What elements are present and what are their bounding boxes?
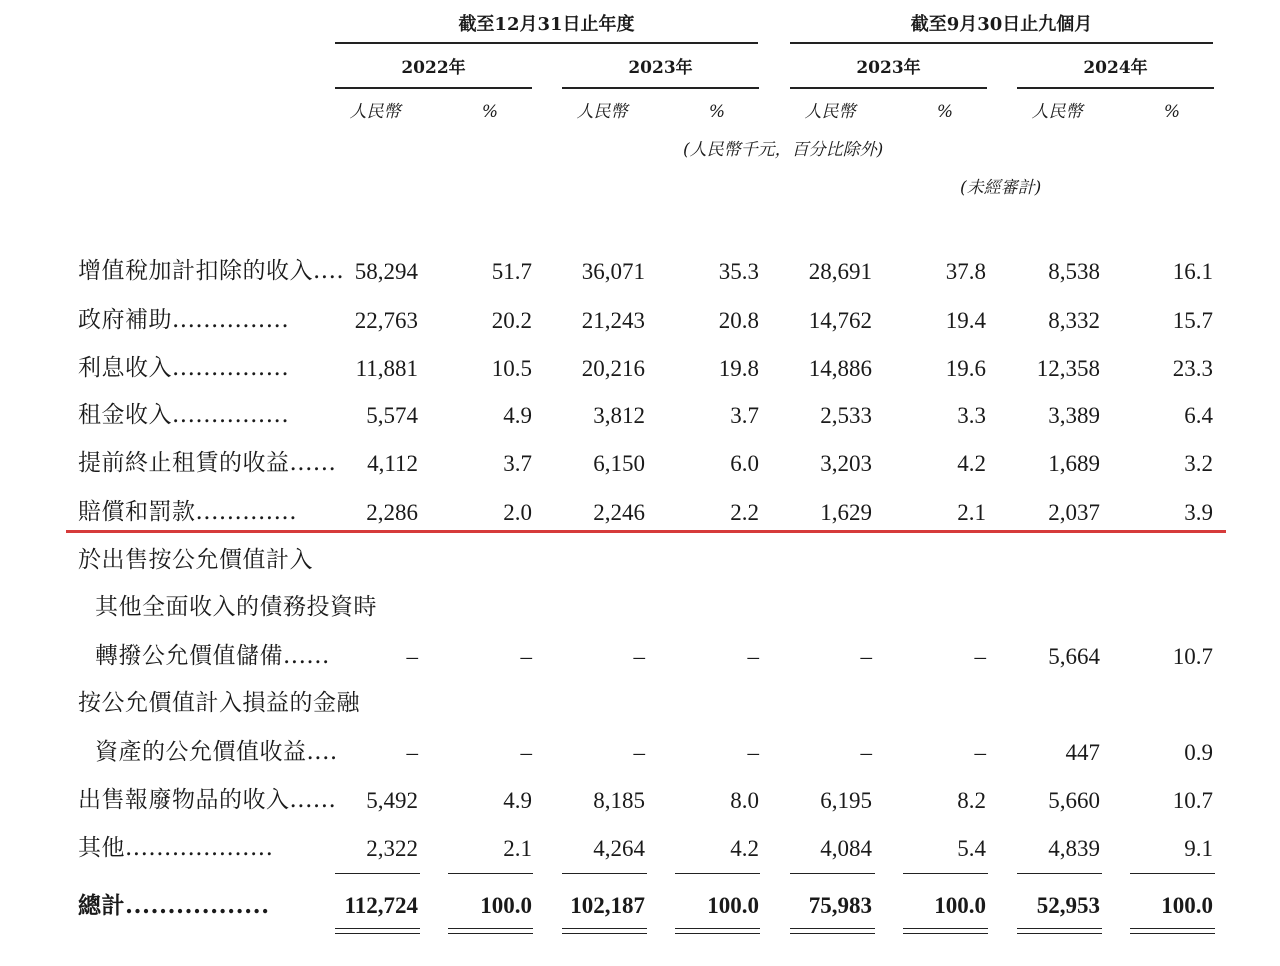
percent-cell: 3.7 — [730, 403, 759, 428]
amount-cell: 22,763 — [354, 308, 418, 333]
group-rule-fiscal-year — [335, 42, 758, 44]
amount-cell: 1,689 — [1048, 451, 1100, 476]
total-percent-cell: 100.0 — [934, 893, 986, 918]
percent-header: % — [1163, 102, 1181, 122]
total-double-rule — [903, 928, 988, 934]
total-double-rule — [335, 928, 420, 934]
year-header: 2023年 — [856, 58, 921, 78]
amount-cell: – — [860, 740, 872, 765]
percent-cell: 4.9 — [503, 788, 532, 813]
amount-cell: 28,691 — [808, 259, 872, 284]
amount-cell: 6,195 — [820, 788, 872, 813]
row-label: 其他全面收入的債務投資時 — [95, 594, 377, 620]
row-label: 按公允價值計入損益的金融 — [78, 690, 360, 716]
amount-cell: – — [633, 740, 645, 765]
amount-cell: 5,574 — [366, 403, 418, 428]
subtotal-rule — [1130, 873, 1215, 874]
amount-cell: – — [633, 644, 645, 669]
amount-cell: 4,839 — [1048, 836, 1100, 861]
amount-cell: 8,185 — [593, 788, 645, 813]
highlight-underline — [66, 530, 1226, 533]
row-label: 利息收入............... — [78, 355, 290, 381]
percent-cell: 4.2 — [730, 836, 759, 861]
percent-cell: – — [747, 740, 759, 765]
percent-cell: 2.2 — [730, 500, 759, 525]
subtotal-rule — [1017, 873, 1102, 874]
amount-cell: 4,084 — [820, 836, 872, 861]
percent-cell: 19.6 — [945, 356, 986, 381]
percent-cell: 35.3 — [718, 259, 759, 284]
percent-cell: 23.3 — [1172, 356, 1213, 381]
total-amount-cell: 112,724 — [344, 893, 418, 918]
subtotal-rule — [903, 873, 988, 874]
year-rule — [790, 87, 987, 89]
currency-header: 人民幣 — [1031, 102, 1083, 122]
amount-cell: 4,112 — [367, 451, 418, 476]
percent-cell: 3.2 — [1184, 451, 1213, 476]
row-label: 其他................... — [78, 835, 274, 861]
subtotal-rule — [448, 873, 533, 874]
row-label: 資產的公允價值收益.... — [95, 739, 338, 765]
row-label: 增值稅加計扣除的收入.... — [78, 258, 345, 284]
percent-cell: 0.9 — [1184, 740, 1213, 765]
total-double-rule — [448, 928, 533, 934]
amount-cell: 4,264 — [593, 836, 645, 861]
amount-cell: – — [860, 644, 872, 669]
total-percent-cell: 100.0 — [480, 893, 532, 918]
amount-cell: 3,812 — [593, 403, 645, 428]
total-amount-cell: 52,953 — [1036, 893, 1100, 918]
percent-cell: – — [974, 644, 986, 669]
row-label: 於出售按公允價值計入 — [78, 547, 313, 573]
amount-cell: – — [406, 644, 418, 669]
amount-cell: 8,538 — [1048, 259, 1100, 284]
total-double-rule — [562, 928, 647, 934]
percent-cell: 4.9 — [503, 403, 532, 428]
row-label: 出售報廢物品的收入...... — [78, 787, 337, 813]
amount-cell: 14,886 — [808, 356, 872, 381]
amount-cell: 2,533 — [820, 403, 872, 428]
percent-cell: 2.1 — [503, 836, 532, 861]
percent-cell: 10.7 — [1172, 788, 1213, 813]
amount-cell: 11,881 — [355, 356, 418, 381]
amount-cell: – — [406, 740, 418, 765]
percent-cell: 15.7 — [1172, 308, 1213, 333]
amount-cell: 2,037 — [1048, 500, 1100, 525]
total-double-rule — [790, 928, 875, 934]
subtotal-rule — [790, 873, 875, 874]
percent-cell: 16.1 — [1172, 259, 1213, 284]
percent-cell: – — [520, 740, 532, 765]
percent-cell: – — [974, 740, 986, 765]
percent-cell: 8.0 — [730, 788, 759, 813]
subtotal-rule — [562, 873, 647, 874]
amount-cell: 36,071 — [581, 259, 645, 284]
total-double-rule — [1130, 928, 1215, 934]
amount-cell: 1,629 — [820, 500, 872, 525]
amount-cell: 5,492 — [366, 788, 418, 813]
amount-cell: 12,358 — [1036, 356, 1100, 381]
unit-note: (人民幣千元，百分比除外) — [683, 140, 884, 160]
percent-cell: 4.2 — [957, 451, 986, 476]
amount-cell: 21,243 — [581, 308, 645, 333]
year-header: 2024年 — [1083, 58, 1148, 78]
percent-cell: 10.5 — [491, 356, 532, 381]
percent-cell: 3.7 — [503, 451, 532, 476]
total-percent-cell: 100.0 — [1161, 893, 1213, 918]
percent-header: % — [708, 102, 726, 122]
amount-cell: 58,294 — [354, 259, 418, 284]
percent-cell: – — [747, 644, 759, 669]
amount-cell: 6,150 — [593, 451, 645, 476]
percent-cell: 2.0 — [503, 500, 532, 525]
percent-cell: 6.0 — [730, 451, 759, 476]
unaudited-note: (未經審計) — [960, 178, 1042, 198]
currency-header: 人民幣 — [576, 102, 628, 122]
year-rule — [562, 87, 759, 89]
amount-cell: 3,203 — [820, 451, 872, 476]
percent-cell: 5.4 — [957, 836, 986, 861]
percent-cell: 6.4 — [1184, 403, 1213, 428]
year-header: 2023年 — [628, 58, 693, 78]
total-double-rule — [675, 928, 760, 934]
percent-cell: 3.3 — [957, 403, 986, 428]
percent-cell: 8.2 — [957, 788, 986, 813]
subtotal-rule — [675, 873, 760, 874]
row-label: 轉撥公允價值儲備...... — [95, 643, 330, 669]
percent-cell: 20.2 — [491, 308, 532, 333]
currency-header: 人民幣 — [804, 102, 856, 122]
percent-header: % — [936, 102, 954, 122]
percent-cell: 10.7 — [1172, 644, 1213, 669]
percent-cell: 37.8 — [945, 259, 986, 284]
percent-cell: 19.8 — [718, 356, 759, 381]
total-percent-cell: 100.0 — [707, 893, 759, 918]
percent-cell: 3.9 — [1184, 500, 1213, 525]
amount-cell: 5,660 — [1048, 788, 1100, 813]
amount-cell: 14,762 — [808, 308, 872, 333]
total-amount-cell: 102,187 — [570, 893, 645, 918]
percent-cell: 20.8 — [718, 308, 759, 333]
subtotal-rule — [335, 873, 420, 874]
group-title-nine-months: 截至9月30日止九個月 — [910, 14, 1093, 35]
percent-cell: 2.1 — [957, 500, 986, 525]
total-label: 總計................. — [78, 892, 270, 919]
total-double-rule — [1017, 928, 1102, 934]
total-amount-cell: 75,983 — [808, 893, 872, 918]
amount-cell: 2,322 — [366, 836, 418, 861]
currency-header: 人民幣 — [349, 102, 401, 122]
percent-cell: 9.1 — [1184, 836, 1213, 861]
percent-header: % — [481, 102, 499, 122]
year-header: 2022年 — [401, 58, 466, 78]
amount-cell: 2,246 — [593, 500, 645, 525]
year-rule — [1017, 87, 1214, 89]
amount-cell: 3,389 — [1048, 403, 1100, 428]
amount-cell: 8,332 — [1048, 308, 1100, 333]
row-label: 提前終止租賃的收益...... — [78, 450, 337, 476]
row-label: 賠償和罰款............. — [78, 499, 298, 525]
amount-cell: 447 — [1065, 740, 1100, 765]
amount-cell: 5,664 — [1048, 644, 1100, 669]
percent-cell: 19.4 — [945, 308, 986, 333]
row-label: 政府補助............... — [78, 307, 290, 333]
group-title-fiscal-year: 截至12月31日止年度 — [458, 14, 635, 35]
year-rule — [335, 87, 532, 89]
percent-cell: – — [520, 644, 532, 669]
group-rule-nine-months — [790, 42, 1213, 44]
percent-cell: 51.7 — [491, 259, 532, 284]
row-label: 租金收入............... — [78, 402, 290, 428]
amount-cell: 2,286 — [366, 500, 418, 525]
amount-cell: 20,216 — [581, 356, 645, 381]
